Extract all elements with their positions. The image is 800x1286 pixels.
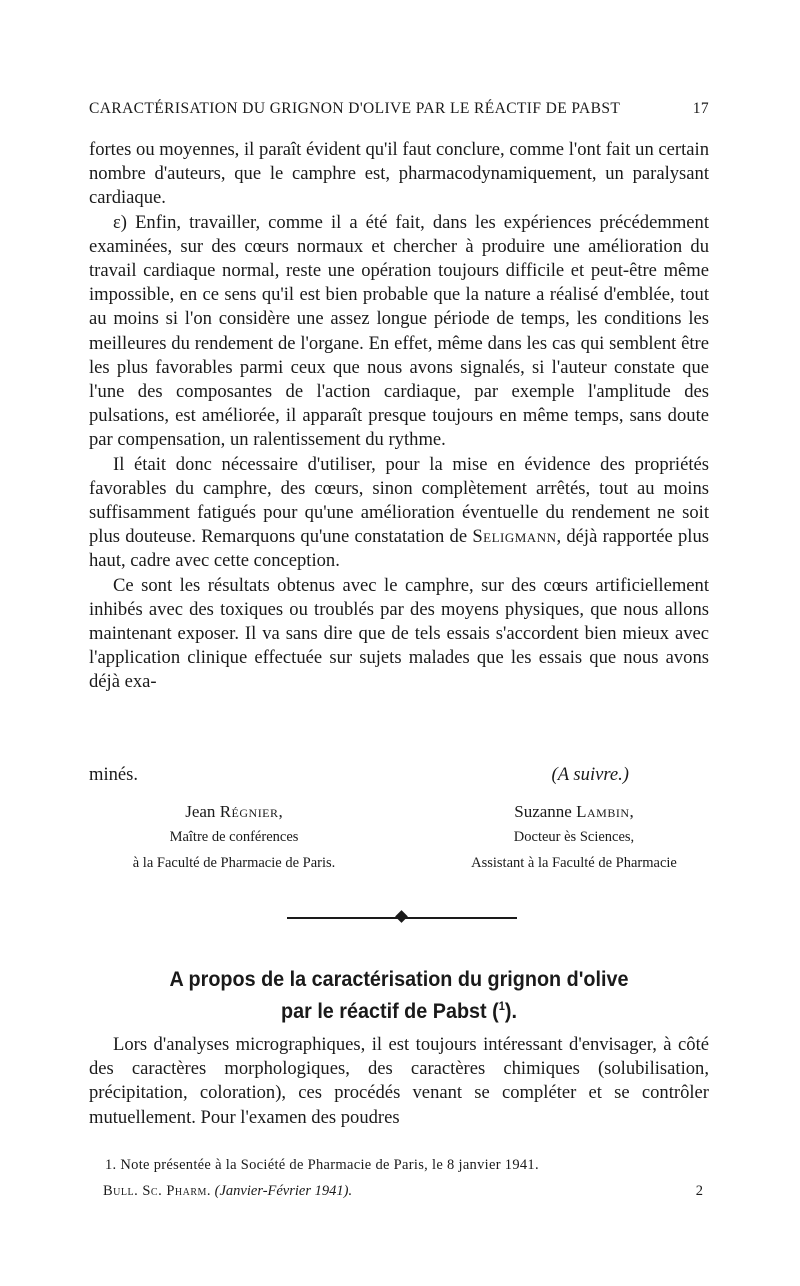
signature-right-title: Docteur ès Sciences, bbox=[513, 829, 635, 845]
signature-left-title: Maître de conférences bbox=[169, 829, 299, 845]
article-title-line-2-text: par le réactif de Pabst bbox=[281, 999, 487, 1024]
signature-right-name: Suzanne Lambin, bbox=[514, 802, 634, 821]
paragraph-2: ε) Enfin, travailler, comme il a été fait, dans les expériences précédemment examinées, sur des cœurs normaux et chercher à produire une amélioration du travail cardiaque normal, reste une opération toujours difficile et peut-être même impossible, en ce sens qu'il est bien probable que la nature a réalisé d'emblée, tout au moins si l'on considère une assez longue période de temps, les conditions les meilleures du rendement de l'organe. En effet, même dans les cas qui semblent être les plus favorables parmi ceux que nous avons signalés, si l'auteur constate que l'une des composantes de l'action cardiaque, par exemple l'amplitude des pulsations, est améliorée, il apparaît presque toujours en même temps, sans doute par compensation, un ralentissement du rythme. bbox=[89, 211, 709, 451]
footnote-marker: 1 bbox=[498, 999, 505, 1013]
article-paragraph: Lors d'analyses micrographiques, il est toujours intéressant d'envisager, à côté des caractères morphologiques, des caractères chimiques (solubilisation, précipitation, coloration), ces procédés venant se compléter et se contrôler mutuellement. Pour l'examen des poudres bbox=[89, 1034, 709, 1128]
journal-name: Bull. Sc. Pharm. bbox=[103, 1183, 212, 1199]
article-title bbox=[114, 966, 684, 1025]
section-divider bbox=[287, 912, 517, 924]
closing-line bbox=[89, 763, 709, 787]
signature-right bbox=[429, 800, 719, 876]
page-footer bbox=[103, 1183, 703, 1200]
paragraph-3-part-b: , déjà rapportée plus haut, cadre avec cette conception. bbox=[89, 526, 709, 572]
diamond-ornament-icon bbox=[395, 910, 408, 923]
to-be-continued: (A suivre.) bbox=[551, 764, 629, 785]
article-body bbox=[89, 1033, 709, 1130]
signature-right-affiliation: Assistant à la Faculté de Pharmacie bbox=[471, 855, 677, 871]
signature-right-last-name: Lambin bbox=[576, 802, 630, 821]
signature-left-affiliation: à la Faculté de Pharmacie de Paris. bbox=[132, 855, 336, 871]
signature-left bbox=[89, 800, 379, 876]
paragraph-4: Ce sont les résultats obtenus avec le camphre, sur des cœurs artificiellement inhibés avec des toxiques ou troublés par des moyens physiques, que nous allons maintenant exposer. Il va sans dire que de tels essais s'accordent bien mieux avec l'application clinique effectuée sur sujets malades que les essais que nous avons déjà exa- bbox=[89, 574, 709, 693]
running-head bbox=[89, 100, 709, 118]
sheet-number: 2 bbox=[695, 1183, 703, 1199]
paragraph-4-end: minés. bbox=[89, 764, 139, 785]
signature-right-first-name: Suzanne bbox=[514, 802, 572, 821]
article-title-line-2: par le réactif de Pabst ($^1$). bbox=[281, 999, 517, 1024]
signature-left-first-name: Jean bbox=[185, 802, 216, 821]
journal-issue: (Janvier-Février 1941). bbox=[214, 1183, 353, 1199]
article-title-line-1: A propos de la caractérisation du grignon d'olive bbox=[169, 967, 629, 991]
footnote: 1. Note présentée à la Société de Pharmacie de Paris, le 8 janvier 1941. bbox=[105, 1157, 539, 1173]
page-number: 17 bbox=[692, 100, 709, 117]
paragraph-3-part-a: Il était donc nécessaire d'utiliser, pour la mise en évidence des propriétés favorables du camphre, des cœurs, sinon complètement arrêtés, tout au moins suffisamment fatigués pour qu'une amélioration éventuelle du rendement ne soit plus douteuse. Remarquons qu'une constatation de bbox=[89, 453, 709, 548]
signature-left-last-name: Régnier bbox=[219, 802, 279, 821]
running-title: CARACTÉRISATION DU GRIGNON D'OLIVE PAR LE RÉACTIF DE PABST bbox=[89, 100, 621, 117]
body-text bbox=[89, 138, 709, 695]
journal-reference bbox=[103, 1183, 352, 1200]
author-name-seligmann: Seligmann bbox=[472, 526, 557, 548]
paragraph-3 bbox=[89, 453, 709, 574]
paragraph-1: fortes ou moyennes, il paraît évident qu'il faut conclure, comme l'ont fait un certain nombre d'auteurs, que le camphre est, pharmacodynamiquement, un paralysant cardiaque. bbox=[89, 139, 709, 209]
signature-left-name: Jean Régnier, bbox=[185, 802, 283, 821]
